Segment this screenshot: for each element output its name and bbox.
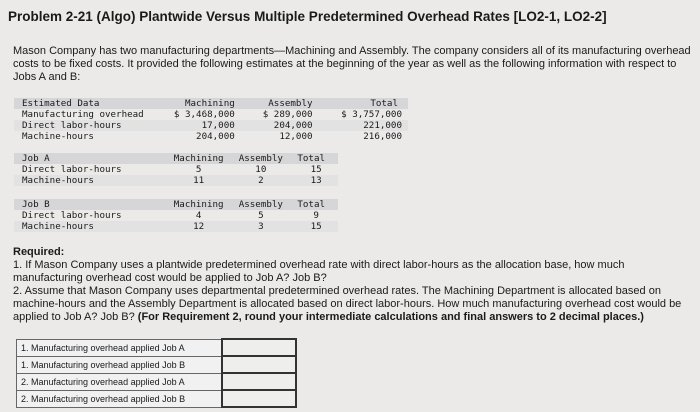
header-cell: Machining [173, 153, 224, 164]
cell: 216,000 [363, 131, 402, 142]
header-cell: Estimated Data [22, 98, 100, 109]
estimated-data-table [14, 98, 408, 142]
requirement-1: 1. If Mason Company uses a plantwide predetermined overhead rate with direct labor-hours as the allocation base, how much manufacturing overhead cost would be applied to Job A? Job B? [13, 259, 625, 284]
row-label: Direct labor-hours [22, 120, 122, 131]
answer-row [17, 339, 297, 356]
job-b-table [14, 199, 338, 232]
answer-table [16, 338, 297, 408]
header-cell: Assembly [238, 199, 283, 210]
header-cell: Total [297, 199, 326, 210]
cell: 17,000 [201, 120, 235, 131]
cell: 221,000 [363, 120, 402, 131]
answer-row [17, 373, 297, 390]
required-section [13, 246, 693, 324]
header-cell: Total [297, 153, 326, 164]
cell: 11 [193, 175, 205, 186]
problem-intro: Mason Company has two manufacturing departments—Machining and Assembly. The company considers all of its manufacturing overhead costs to be fixed costs. It provided the following estimates at the beginning of the year as well as the following information with respect to Jobs A and B: [13, 45, 691, 83]
page-title: Problem 2-21 (Algo) Plantwide Versus Multiple Predetermined Overhead Rates [LO2-1, LO2-2] [8, 9, 607, 24]
row-label: Machine-hours [22, 131, 94, 142]
row-label: Direct labor-hours [22, 210, 122, 221]
answer-input[interactable] [222, 339, 296, 356]
header-cell: Assembly [238, 153, 283, 164]
header-cell: Total [370, 98, 398, 109]
answer-input[interactable] [222, 390, 296, 407]
answer-label: 1. Manufacturing overhead applied Job B [17, 356, 223, 373]
cell: 15 [310, 164, 322, 175]
answer-row [17, 356, 297, 373]
required-heading: Required: [13, 246, 65, 258]
answer-label: 2. Manufacturing overhead applied Job B [17, 390, 223, 407]
cell: $ 289,000 [262, 109, 313, 120]
answer-label: 2. Manufacturing overhead applied Job A [17, 373, 223, 390]
header-cell: Assembly [268, 98, 313, 109]
cell: 10 [255, 164, 267, 175]
row-label: Manufacturing overhead [22, 109, 144, 120]
row-label: Machine-hours [22, 175, 94, 186]
cell: $ 3,468,000 [173, 109, 235, 120]
cell: 4 [195, 210, 202, 221]
cell: 13 [310, 175, 322, 186]
answer-input[interactable] [222, 356, 296, 373]
answer-input[interactable] [222, 373, 296, 390]
cell: 12 [193, 221, 205, 232]
requirement-2-note: (For Requirement 2, round your intermediate calculations and final answers to 2 decimal places.) [137, 311, 644, 323]
job-a-table [14, 153, 338, 186]
header-cell: Machining [184, 98, 235, 109]
cell: 204,000 [273, 120, 313, 131]
answer-row [17, 390, 297, 407]
row-label: Direct labor-hours [22, 164, 122, 175]
cell: 5 [195, 164, 202, 175]
row-label: Machine-hours [22, 221, 94, 232]
requirement-2 [13, 285, 693, 324]
cell: 5 [258, 210, 264, 221]
cell: 15 [310, 221, 322, 232]
cell: 2 [258, 175, 264, 186]
cell: 3 [258, 221, 264, 232]
cell: 12,000 [279, 131, 313, 142]
header-cell: Job A [22, 153, 50, 164]
answer-label: 1. Manufacturing overhead applied Job A [17, 339, 223, 356]
header-cell: Machining [173, 199, 224, 210]
header-cell: Job B [22, 199, 50, 210]
cell: 9 [313, 210, 319, 221]
cell: $ 3,757,000 [341, 109, 402, 120]
requirement-2-text: 2. Assume that Mason Company uses departmental predetermined overhead rates. The Machining Department is allocated based on machine-hours and the Assembly Department is allocated based on direct labor-hours. How much manufacturing overhead cost would be applied to Job A? Job B? [13, 285, 682, 323]
cell: 204,000 [196, 131, 235, 142]
